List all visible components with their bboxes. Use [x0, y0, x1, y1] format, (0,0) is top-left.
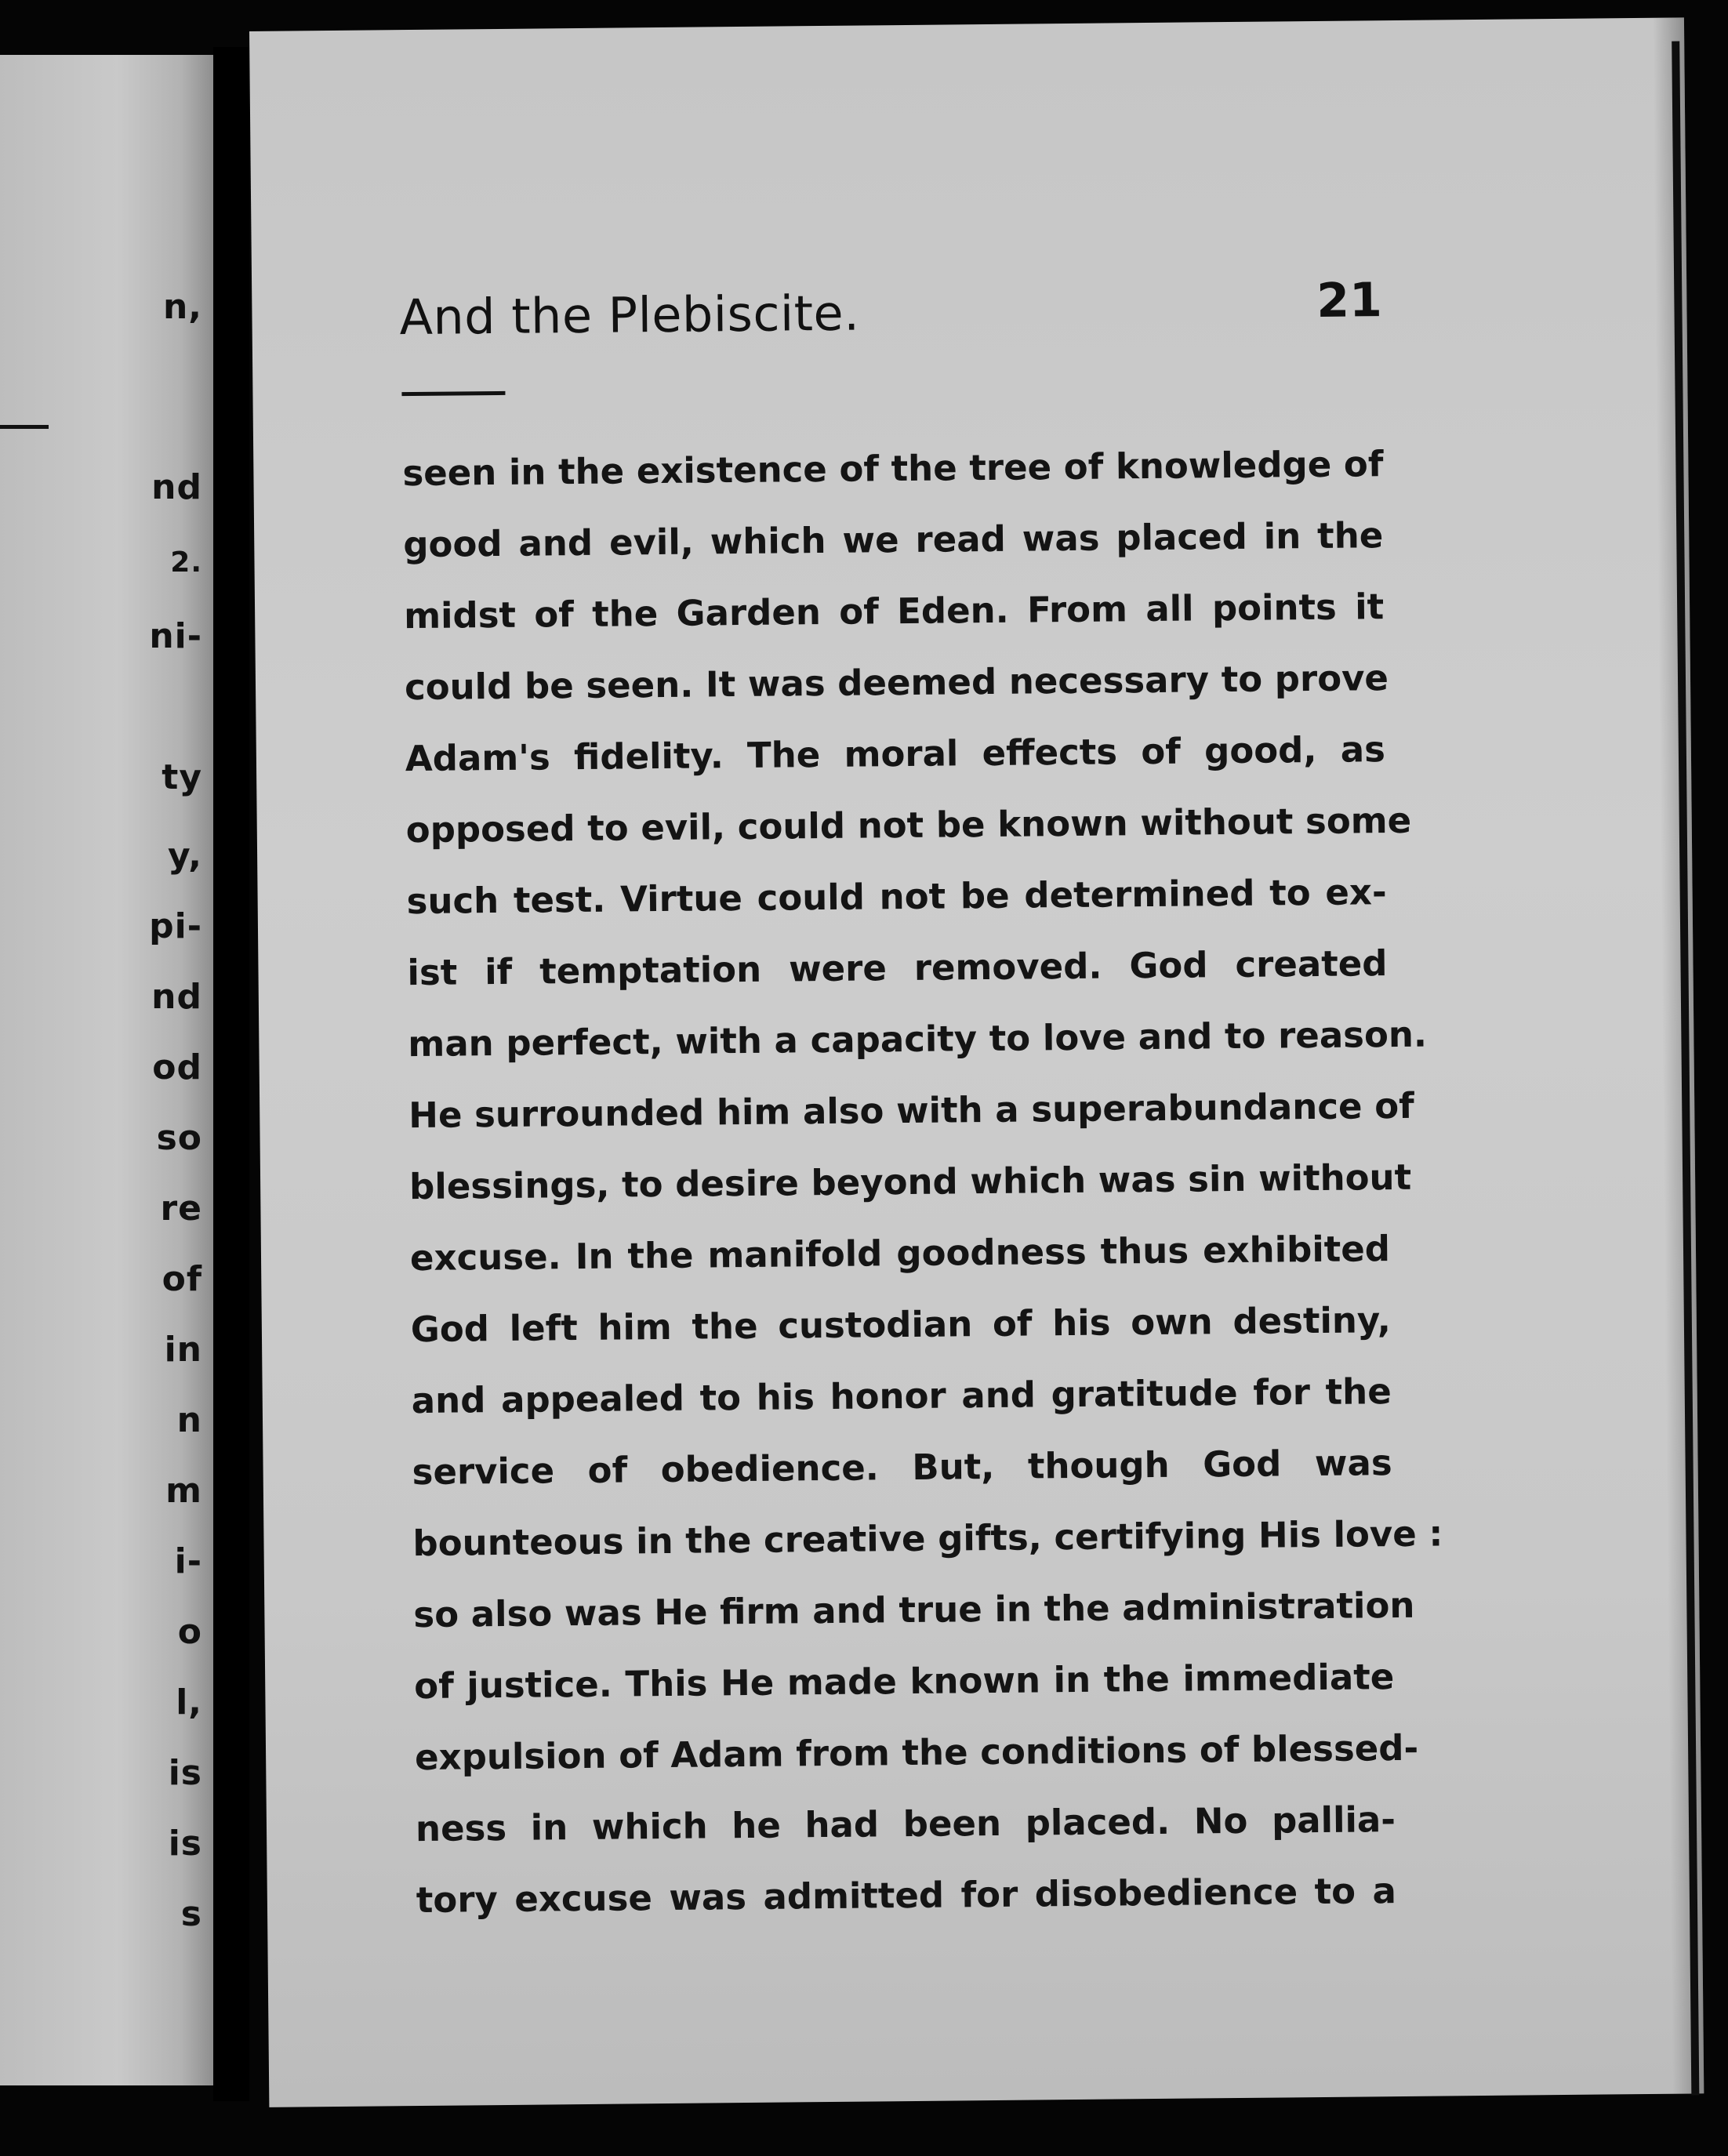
text-line: God left him the custodian of his own destiny, [410, 1299, 1392, 1351]
text-line: good and evil, which we read was placed in the [403, 514, 1384, 566]
text-line: opposed to evil, could not be known without some [405, 799, 1412, 851]
left-fragment: s [180, 1894, 202, 1934]
body-text [402, 428, 1443, 1936]
text-line: He surrounded him also with a superabundance of [408, 1084, 1414, 1137]
left-fragment: l, [176, 1682, 202, 1722]
text-line: ness in which he had been placed. No pallia- [415, 1798, 1396, 1850]
page-edge-shadow [1672, 41, 1699, 2095]
text-line: of justice. This He made known in the immediate [414, 1656, 1395, 1708]
left-fragment: y, [168, 836, 202, 876]
left-fragment: in [164, 1330, 202, 1370]
text-line: ist if temptation were removed. God created [407, 942, 1388, 994]
book-gutter [213, 47, 249, 2101]
left-fragment: ni- [149, 616, 202, 656]
left-fragment: 2. [170, 546, 202, 579]
text-line: and appealed to his honor and gratitude for the [411, 1370, 1392, 1422]
text-line: Adam's fidelity. The moral effects of good, as [405, 728, 1386, 780]
left-fragment: is [168, 1824, 202, 1864]
right-page [249, 17, 1704, 2107]
text-line: such test. Virtue could not be determined to ex- [406, 871, 1387, 923]
left-fragment: so [156, 1118, 202, 1158]
left-fragment: o [177, 1612, 202, 1652]
text-line: bounteous in the creative gifts, certifying His love : [412, 1512, 1443, 1565]
left-fragment: n, [162, 287, 202, 327]
header-rule [401, 391, 505, 396]
left-fragment: re [160, 1189, 202, 1229]
left-fragment: nd [151, 467, 202, 507]
left-fragment: of [162, 1259, 202, 1299]
left-fragment: m [165, 1471, 202, 1511]
text-line: could be seen. It was deemed necessary to prove [404, 657, 1389, 709]
left-rule [0, 425, 49, 429]
running-head: And the Plebiscite. [399, 284, 860, 347]
left-fragment: is [168, 1753, 202, 1793]
left-facing-page [0, 55, 213, 2085]
text-line: midst of the Garden of Eden. From all points it [403, 586, 1385, 637]
text-line: tory excuse was admitted for disobedience to a [416, 1870, 1397, 1922]
text-line: blessings, to desire beyond which was sin without [408, 1156, 1412, 1208]
page-number: 21 [1316, 273, 1383, 328]
text-line: excuse. In the manifold goodness thus exhibited [409, 1228, 1391, 1279]
left-fragment: pi- [149, 906, 202, 946]
text-line: seen in the existence of the tree of knowledge of [402, 443, 1384, 495]
text-line: service of obedience. But, though God was [412, 1442, 1392, 1494]
left-fragment: nd [151, 977, 202, 1017]
left-fragment: n [176, 1400, 202, 1440]
text-line: man perfect, with a capacity to love and to reason. [408, 1013, 1428, 1065]
left-fragment: ty [162, 757, 202, 797]
text-line: so also was He firm and true in the administration [413, 1584, 1415, 1636]
left-fragment: i- [174, 1541, 202, 1581]
left-fragment: od [152, 1047, 202, 1087]
text-line: expulsion of Adam from the conditions of blessed- [414, 1726, 1419, 1779]
